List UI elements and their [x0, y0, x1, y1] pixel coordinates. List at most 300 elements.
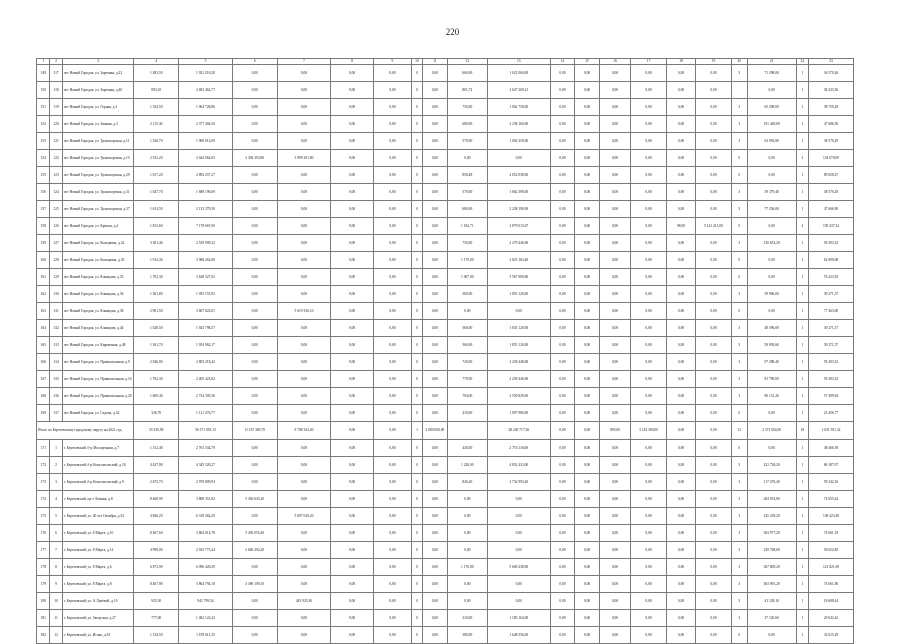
table-cell: 151: [37, 99, 50, 116]
table-cell: 0,00: [447, 525, 487, 542]
table-cell: 3: [731, 525, 747, 542]
table-cell: 560,00: [447, 320, 487, 337]
table-cell: 0,00: [550, 320, 575, 337]
table-cell: 3 968 262,68: [179, 252, 233, 269]
table-cell: 175: [37, 508, 50, 525]
table-cell: 0,00: [331, 542, 374, 559]
table-row: [37, 559, 854, 576]
table-cell: 150: [37, 82, 50, 99]
table-cell: 0,00: [331, 201, 374, 218]
table-cell: 0,00: [599, 474, 630, 491]
table-cell: 3: [731, 542, 747, 559]
table-cell: 0,00: [550, 371, 575, 388]
table-cell: 3 456 055,40: [232, 525, 277, 542]
column-number: 11: [423, 59, 448, 65]
total-label: Итого по Березовскому городскому округу на 2021 год: [37, 422, 134, 440]
table-cell: 1: [796, 82, 808, 99]
table-cell: 0,00: [575, 252, 600, 269]
table-row: [37, 491, 854, 508]
table-row: [37, 593, 854, 610]
table-cell: 0,00: [631, 150, 667, 167]
table-cell: 0,00: [423, 201, 448, 218]
table-cell: 3: [731, 457, 747, 474]
table-cell: 1 669,40: [134, 388, 179, 405]
table-cell: 0: [411, 116, 422, 133]
table-cell: 6: [50, 525, 62, 542]
table-cell: 0,00: [747, 150, 796, 167]
table-cell: 0,00: [747, 167, 796, 184]
table-cell: 0,00: [331, 320, 374, 337]
table-cell: 0,00: [331, 184, 374, 201]
table-cell: 5 619 336,10: [277, 303, 331, 320]
table-cell: 0,00: [666, 474, 695, 491]
table-cell: 3 301,46: [134, 235, 179, 252]
table-cell: 0,00: [373, 474, 411, 491]
table-cell: 159: [37, 235, 50, 252]
table-cell: 0,00: [599, 405, 630, 422]
table-cell: 0,00: [423, 593, 448, 610]
table-cell: 1 662 390,00: [487, 184, 550, 201]
table-cell: 0,00: [550, 167, 575, 184]
table-cell: 0,00: [666, 491, 695, 508]
table-cell: 0,00: [575, 235, 600, 252]
table-cell: 1 688 196,69: [179, 184, 233, 201]
table-cell: 0,00: [550, 133, 575, 150]
total-cell: 2 371 654,00: [747, 422, 796, 440]
table-cell: 0: [411, 627, 422, 644]
table-cell: 0,00: [666, 150, 695, 167]
table-cell: 720,00: [447, 354, 487, 371]
table-cell: 0,00: [331, 457, 374, 474]
table-cell: 0,00: [696, 286, 732, 303]
table-cell: 0,00: [331, 337, 374, 354]
table-row: [37, 525, 854, 542]
table-cell: 0,00: [575, 286, 600, 303]
table-cell: 1: [796, 440, 808, 457]
table-cell: 38 570,29: [809, 133, 854, 150]
table-cell: 0,00: [447, 508, 487, 525]
total-cell: 0,00: [373, 422, 411, 440]
total-cell: 0,00: [550, 422, 575, 440]
table-cell: 0,00: [575, 201, 600, 218]
table-cell: 1: [796, 388, 808, 405]
table-cell: 3: [731, 491, 747, 508]
table-cell: 0,00: [232, 388, 277, 405]
table-cell: 0,00: [599, 252, 630, 269]
table-cell: 159 237,32: [809, 218, 854, 235]
table-cell: 0,00: [575, 525, 600, 542]
table-cell: 0,00: [599, 354, 630, 371]
table-cell: 59 379,40: [747, 184, 796, 201]
total-cell: 1: [411, 422, 422, 440]
table-cell: 0,00: [575, 184, 600, 201]
table-cell: 363 977,20: [747, 525, 796, 542]
table-cell: 130: [50, 286, 62, 303]
table-cell: 0,00: [666, 116, 695, 133]
table-cell: 0,00: [232, 184, 277, 201]
table-cell: 0: [411, 508, 422, 525]
table-cell: 2 026,00: [134, 354, 179, 371]
table-cell: 1: [796, 303, 808, 320]
table-cell: 1 097 980,00: [487, 405, 550, 422]
table-cell: 794,00: [447, 388, 487, 405]
table-cell: 0,00: [232, 474, 277, 491]
address-cell: г. Березовский, б-р Комсомольский, д.18: [62, 457, 134, 474]
table-cell: 1: [796, 201, 808, 218]
table-cell: 0,00: [550, 150, 575, 167]
table-cell: 1: [796, 116, 808, 133]
table-cell: 2 539 999,32: [179, 235, 233, 252]
table-cell: 0,00: [575, 371, 600, 388]
table-cell: 0: [731, 252, 747, 269]
table-row: [37, 508, 854, 525]
column-number: 10: [411, 59, 422, 65]
table-cell: 3: [731, 99, 747, 116]
table-cell: 0,00: [696, 201, 732, 218]
table-cell: 1: [796, 405, 808, 422]
table-cell: 32 615,29: [809, 627, 854, 644]
table-cell: 171: [37, 440, 50, 457]
table-cell: 160: [37, 252, 50, 269]
table-cell: 0,00: [373, 218, 411, 235]
address-cell: пгт Новый Городок, ул. Привокзальная, д.20: [62, 388, 134, 405]
table-cell: 156: [37, 184, 50, 201]
table-cell: 0,00: [696, 337, 732, 354]
table-row: [37, 184, 854, 201]
table-cell: 1 702,30: [134, 371, 179, 388]
table-cell: 0,00: [423, 82, 448, 99]
table-cell: 59 342,16: [809, 474, 854, 491]
table-cell: 98,00: [666, 218, 695, 235]
table-cell: 1 954 962,17: [179, 337, 233, 354]
table-cell: 0,00: [599, 116, 630, 133]
table-cell: 2 923 773,24: [179, 542, 233, 559]
table-cell: 0,00: [373, 405, 411, 422]
table-cell: 0,00: [423, 457, 448, 474]
table-cell: 1: [796, 337, 808, 354]
table-cell: 0,00: [696, 440, 732, 457]
address-cell: пгт Новый Городок, ул. Транспортная, д.29: [62, 167, 134, 184]
table-cell: 3: [731, 201, 747, 218]
table-cell: 134 070,00: [809, 150, 854, 167]
table-cell: 74 661,18: [809, 525, 854, 542]
table-cell: 0,00: [631, 133, 667, 150]
table-cell: 1 921 218,20: [179, 65, 233, 82]
table-cell: 2 732 993,40: [487, 474, 550, 491]
table-cell: 152: [37, 116, 50, 133]
table-cell: 0,00: [575, 388, 600, 405]
table-cell: 0,00: [373, 559, 411, 576]
table-cell: 2 961,50: [134, 303, 179, 320]
table-cell: 0,00: [331, 559, 374, 576]
table-cell: 0,00: [666, 184, 695, 201]
column-number: 18: [666, 59, 695, 65]
address-cell: г. Березовский, б-р Комсомольский, д.9: [62, 474, 134, 491]
table-cell: 0,00: [631, 337, 667, 354]
table-cell: 0,00: [631, 303, 667, 320]
table-cell: 0,00: [487, 593, 550, 610]
table-cell: 136: [50, 388, 62, 405]
table-row: [37, 457, 854, 474]
table-cell: 38 466,39: [809, 440, 854, 457]
table-cell: 893,10: [134, 82, 179, 99]
table-cell: 2 805 218,42: [179, 354, 233, 371]
table-cell: 0,00: [599, 150, 630, 167]
table-cell: 157: [37, 201, 50, 218]
table-cell: 4 999,00: [134, 542, 179, 559]
table-cell: 0,00: [277, 576, 331, 593]
table-cell: 0,00: [277, 116, 331, 133]
table-cell: 0,00: [331, 65, 374, 82]
column-number: 21: [747, 59, 796, 65]
table-cell: 0,00: [331, 133, 374, 150]
table-cell: 3: [50, 474, 62, 491]
table-cell: 39 271,57: [809, 337, 854, 354]
table-cell: 0,00: [575, 133, 600, 150]
table-cell: 126: [50, 218, 62, 235]
table-cell: 173: [37, 474, 50, 491]
table-cell: 0,00: [232, 201, 277, 218]
table-cell: 177: [37, 542, 50, 559]
table-cell: 86 187,07: [809, 457, 854, 474]
column-number: 19: [696, 59, 732, 65]
table-cell: 0: [411, 559, 422, 576]
table-cell: 0,00: [373, 269, 411, 286]
table-cell: 149: [37, 65, 50, 82]
table-cell: 56 652,85: [809, 542, 854, 559]
table-cell: 0,00: [277, 457, 331, 474]
table-cell: 1 923 798,37: [179, 320, 233, 337]
table-cell: 0,00: [373, 167, 411, 184]
table-cell: 3: [731, 593, 747, 610]
table-cell: 2 239 446,00: [487, 371, 550, 388]
table-cell: 0,00: [575, 405, 600, 422]
table-cell: 3 567 009,60: [487, 269, 550, 286]
table-cell: 0,00: [631, 218, 667, 235]
table-cell: 1 702,30: [134, 269, 179, 286]
table-cell: 0,00: [599, 133, 630, 150]
table-cell: 0,00: [373, 116, 411, 133]
table-cell: 0,00: [696, 388, 732, 405]
table-row: [37, 474, 854, 491]
table-cell: 1 002 750,00: [487, 99, 550, 116]
table-cell: 0,00: [423, 65, 448, 82]
table-cell: 0,00: [232, 559, 277, 576]
table-cell: 74 655,62: [809, 491, 854, 508]
total-cell: 18: [796, 422, 808, 440]
table-cell: 0,00: [599, 576, 630, 593]
table-cell: 1 170,00: [447, 252, 487, 269]
table-cell: 2 550 839,00: [487, 388, 550, 405]
table-cell: 0,00: [550, 116, 575, 133]
table-cell: 0,00: [599, 525, 630, 542]
table-cell: 2 892 257,27: [179, 167, 233, 184]
table-cell: 0,00: [631, 405, 667, 422]
table-cell: 0: [411, 474, 422, 491]
table-cell: 1 021 060,00: [487, 65, 550, 82]
table-cell: 0,00: [277, 337, 331, 354]
table-cell: 0,00: [599, 82, 630, 99]
table-cell: 0,00: [696, 457, 732, 474]
address-cell: пгт Новый Городок, ул. Кольцевая, д.32: [62, 235, 134, 252]
table-cell: 0,00: [599, 627, 630, 644]
table-cell: 0: [411, 65, 422, 82]
address-cell: г. Березовский, ул. 8 Марта, д.6: [62, 559, 134, 576]
table-cell: 0,00: [666, 167, 695, 184]
total-cell: 0,00: [331, 422, 374, 440]
table-cell: 0,00: [373, 252, 411, 269]
table-cell: 0,00: [550, 337, 575, 354]
table-cell: 130 653,20: [747, 235, 796, 252]
table-cell: 0: [411, 610, 422, 627]
table-cell: 0,00: [550, 286, 575, 303]
table-cell: 481 925,30: [277, 593, 331, 610]
column-number: 22: [796, 59, 808, 65]
table-cell: 239 768,00: [747, 542, 796, 559]
table-row: [37, 201, 854, 218]
table-cell: 0,00: [550, 457, 575, 474]
table-cell: 0: [731, 218, 747, 235]
table-cell: 0,00: [277, 218, 331, 235]
table-cell: 0,00: [696, 354, 732, 371]
table-cell: 0,00: [550, 65, 575, 82]
table-cell: 801,72: [447, 82, 487, 99]
table-cell: 3: [731, 576, 747, 593]
total-cell: 28 249 717,36: [487, 422, 550, 440]
table-cell: 77 256,00: [747, 201, 796, 218]
table-cell: 380,00: [447, 627, 487, 644]
table-cell: 0,00: [747, 303, 796, 320]
table-cell: 77 263,00: [809, 303, 854, 320]
table-cell: 0,00: [666, 610, 695, 627]
address-cell: пгт Новый Городок, ул. Привокзальная, д.9: [62, 354, 134, 371]
table-cell: 117 476,40: [747, 474, 796, 491]
table-cell: 1 326,70: [134, 133, 179, 150]
table-cell: 0,00: [631, 457, 667, 474]
table-cell: 0,00: [373, 201, 411, 218]
table-cell: 0: [411, 303, 422, 320]
table-cell: 0,00: [373, 457, 411, 474]
table-cell: 59 906,00: [747, 286, 796, 303]
table-cell: 0,00: [487, 576, 550, 593]
table-cell: 0,00: [666, 371, 695, 388]
table-cell: 1: [796, 474, 808, 491]
table-cell: 0,00: [696, 491, 732, 508]
table-cell: 0,00: [232, 627, 277, 644]
table-cell: 6 873,90: [134, 559, 179, 576]
table-cell: 164: [37, 320, 50, 337]
table-cell: 0: [731, 440, 747, 457]
table-cell: 2 377 404,50: [179, 116, 233, 133]
table-cell: 0,00: [631, 474, 667, 491]
table-cell: 29 042,42: [809, 610, 854, 627]
table-cell: 3 456 645,20: [232, 491, 277, 508]
table-cell: 1: [796, 371, 808, 388]
table-cell: 1 855 120,00: [487, 337, 550, 354]
table-cell: 0,00: [666, 82, 695, 99]
table-cell: 0,00: [277, 65, 331, 82]
table-cell: 0,00: [631, 576, 667, 593]
table-cell: 0,00: [447, 303, 487, 320]
column-number: 17: [631, 59, 667, 65]
table-cell: 0,00: [696, 508, 732, 525]
table-cell: 0: [411, 371, 422, 388]
table-cell: 161: [37, 269, 50, 286]
table-cell: 0,00: [696, 150, 732, 167]
table-cell: 0,00: [599, 542, 630, 559]
table-cell: 3 444 062,63: [179, 150, 233, 167]
total-cell: 0,00: [666, 422, 695, 440]
table-cell: 0,00: [599, 286, 630, 303]
table-cell: 0,00: [550, 82, 575, 99]
table-cell: 0: [411, 133, 422, 150]
table-cell: 0,00: [696, 82, 732, 99]
table-cell: 0,00: [447, 593, 487, 610]
column-number: 13: [487, 59, 550, 65]
table-cell: 0,00: [696, 525, 732, 542]
column-number: 8: [331, 59, 374, 65]
table-cell: 131: [50, 303, 62, 320]
table-cell: 174: [37, 491, 50, 508]
table-cell: 0,00: [373, 354, 411, 371]
table-cell: 182: [37, 627, 50, 644]
table-cell: 0,00: [550, 218, 575, 235]
table-cell: 179: [37, 576, 50, 593]
table-cell: 0,00: [575, 320, 600, 337]
table-cell: 50 493,52: [809, 235, 854, 252]
table-cell: 0,00: [631, 559, 667, 576]
table-cell: 410,00: [447, 405, 487, 422]
table-row: [37, 388, 854, 405]
table-row: [37, 542, 854, 559]
table-cell: 0,00: [550, 491, 575, 508]
table-cell: 0,00: [599, 201, 630, 218]
table-cell: 4 345 320,27: [179, 457, 233, 474]
table-cell: 180: [37, 593, 50, 610]
address-cell: г. Березовский, ул. Исаак, д.54: [62, 627, 134, 644]
table-cell: 0,00: [423, 542, 448, 559]
table-cell: 0,00: [550, 627, 575, 644]
table-cell: 127: [50, 235, 62, 252]
table-cell: 121: [50, 133, 62, 150]
table-cell: 0,00: [277, 371, 331, 388]
table-cell: 133: [50, 337, 62, 354]
column-number: 1: [37, 59, 50, 65]
table-cell: 0: [411, 201, 422, 218]
table-cell: 36 323,56: [809, 82, 854, 99]
table-cell: 1 361,70: [134, 337, 179, 354]
table-cell: 0,00: [666, 388, 695, 405]
table-cell: 1 152,40: [134, 440, 179, 457]
table-cell: 0,00: [277, 133, 331, 150]
table-cell: 0,00: [550, 525, 575, 542]
table-cell: 925,30: [134, 593, 179, 610]
table-cell: 310,00: [447, 610, 487, 627]
table-cell: 0,00: [696, 269, 732, 286]
table-cell: 0,00: [277, 388, 331, 405]
table-cell: 1 855 120,00: [487, 286, 550, 303]
table-cell: 2: [796, 218, 808, 235]
table-cell: 0,00: [666, 303, 695, 320]
table-cell: 0,00: [631, 627, 667, 644]
table-cell: 941 799,54: [179, 593, 233, 610]
table-cell: 2 683 462,77: [179, 82, 233, 99]
table-cell: 0: [411, 320, 422, 337]
table-row: [37, 218, 854, 235]
table-cell: 0,00: [575, 474, 600, 491]
total-cell: 1 031 931,32: [809, 422, 854, 440]
table-cell: 0,00: [599, 388, 630, 405]
